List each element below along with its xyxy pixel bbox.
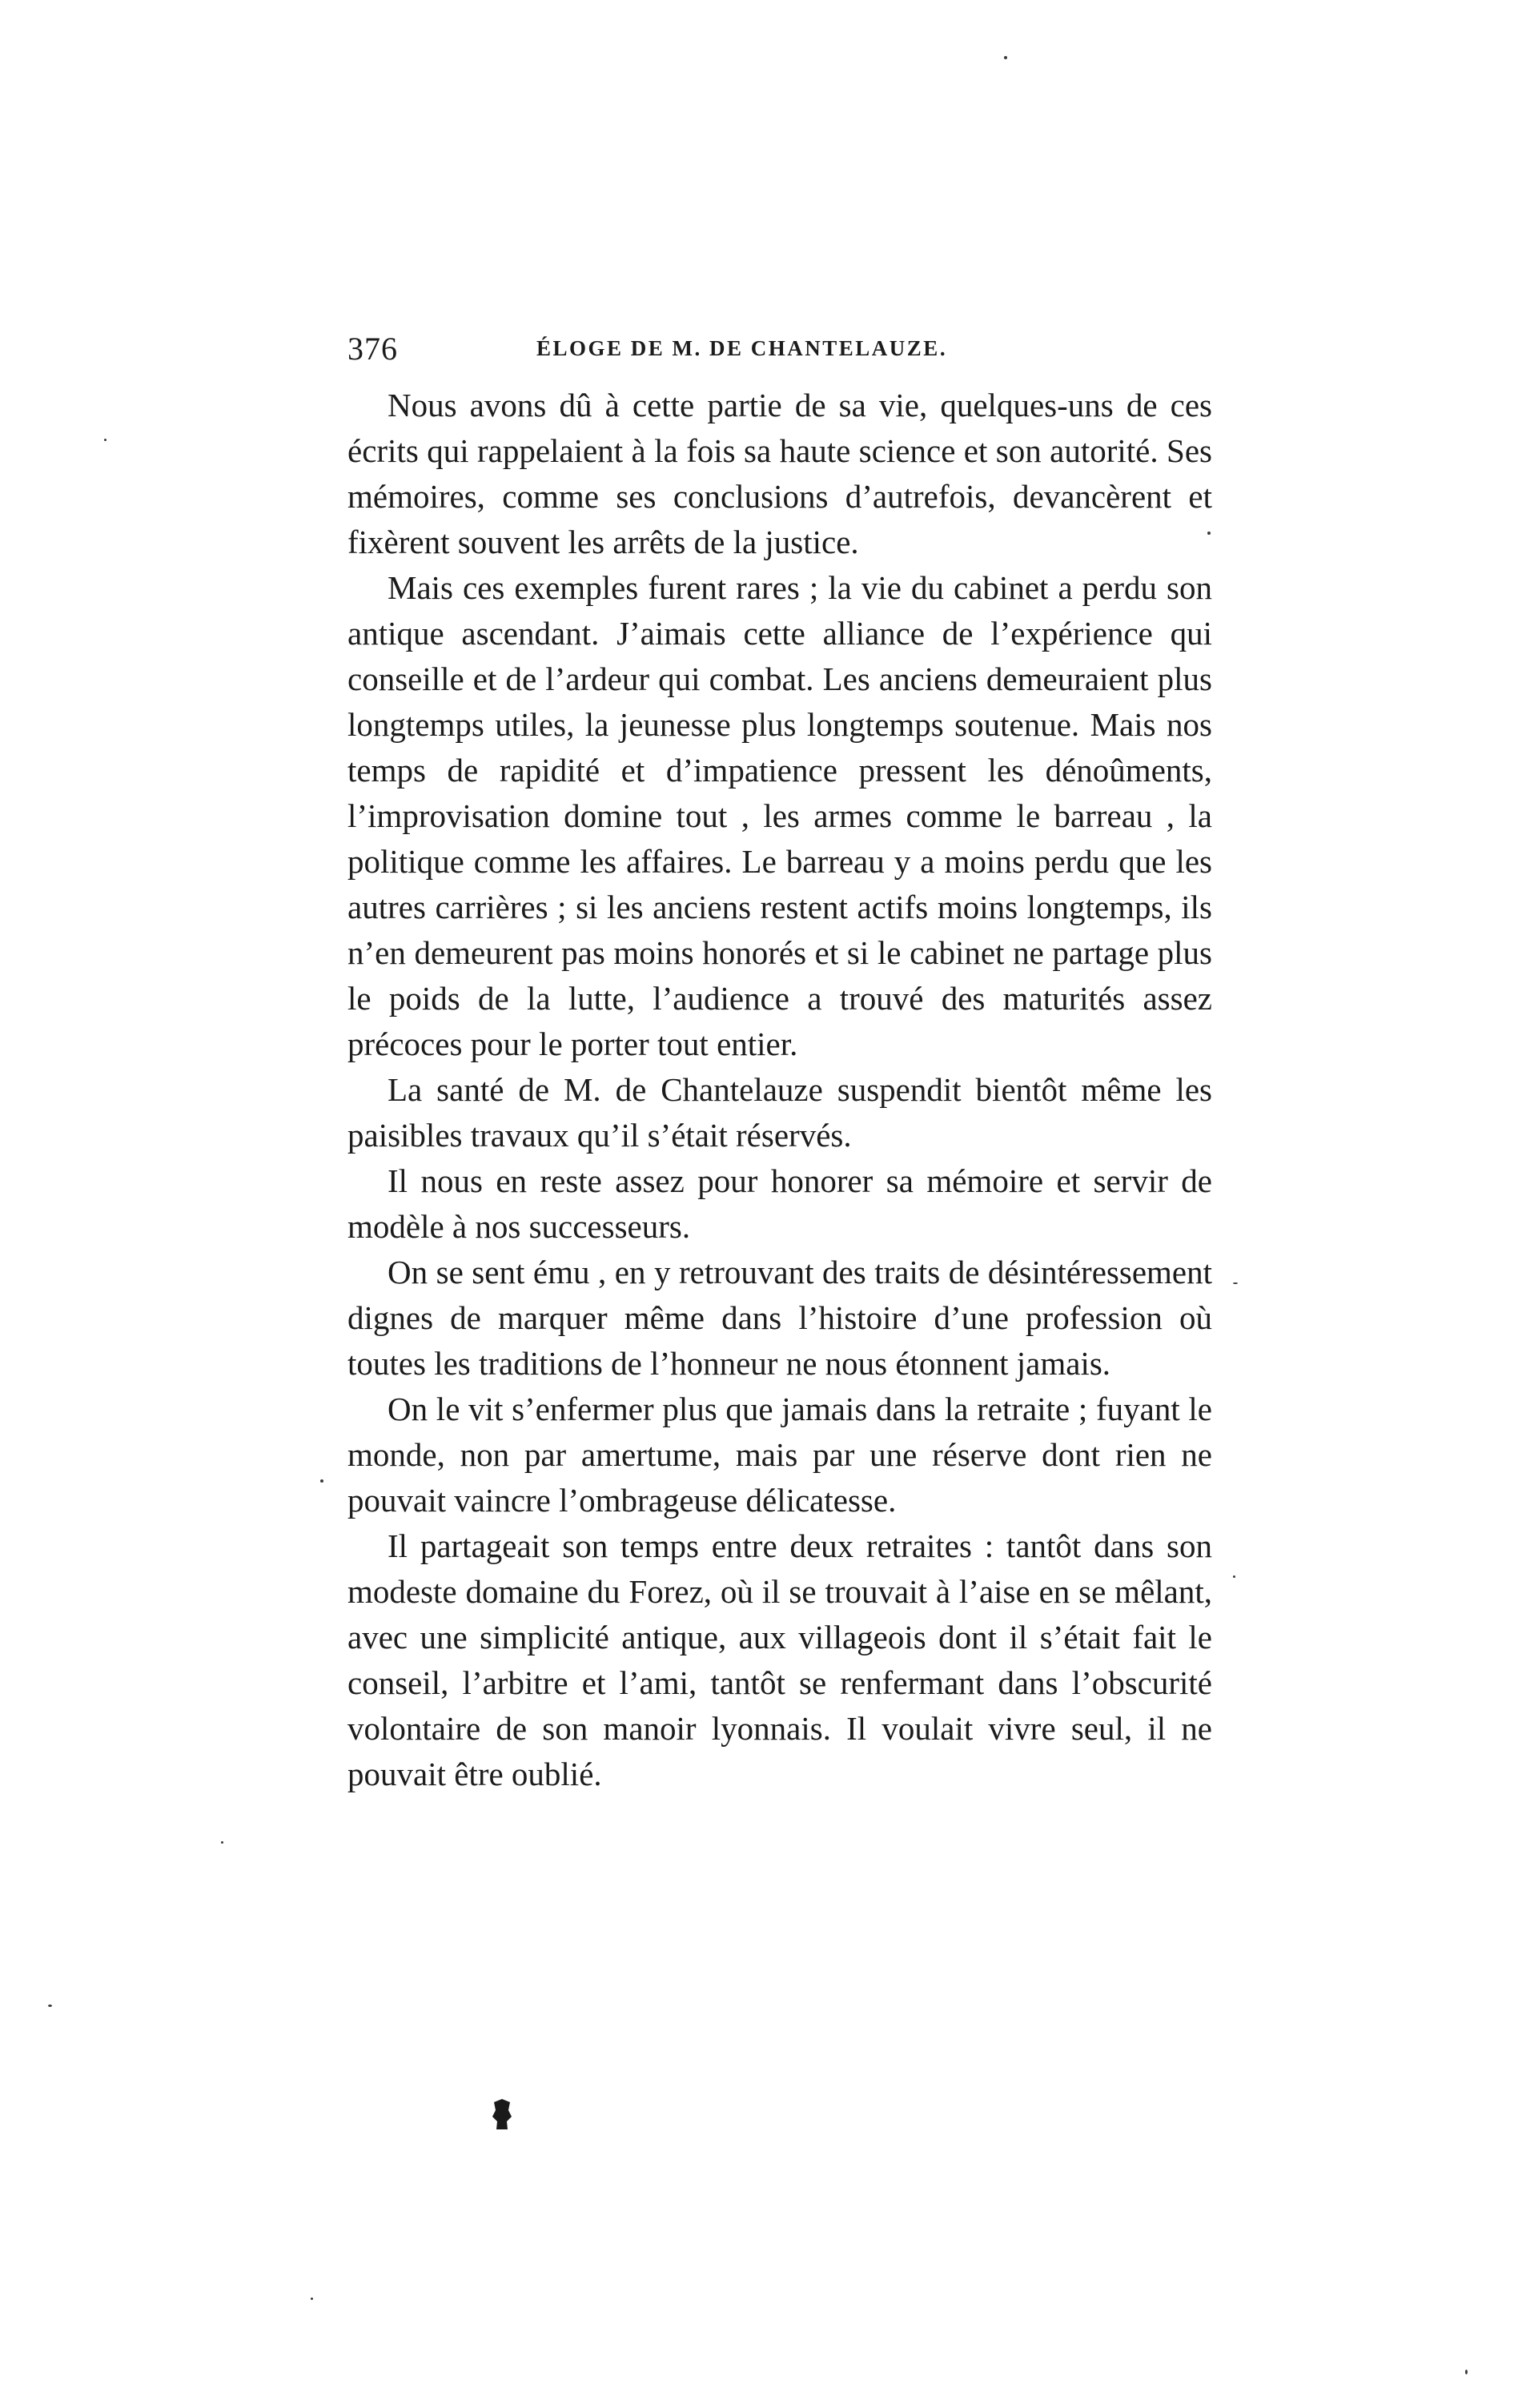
paragraph-1: Nous avons dû à cette partie de sa vie, quelques-uns de ces écrits qui rappelaient à la fois sa haute science et son autorité. Ses mémoires, comme ses conclusions d’autrefois, devancèrent et fixèrent souvent les arrêts de la justice. xyxy=(347,387,1212,560)
scan-speck xyxy=(48,2005,52,2007)
running-head: ÉLOGE DE M. DE CHANTELAUZE. xyxy=(536,336,948,360)
page-number: 376 xyxy=(347,331,398,367)
paragraph-2: Mais ces exemples furent rares ; la vie du cabinet a perdu son antique ascendant. J’aimais cette alliance de l’expérience qui conseille et de l’ardeur qui combat. Les anciens demeuraient plus longtemps utiles, la jeunesse plus longtemps soutenue. Mais nos temps de rapidité et d’impatience pressent les dénoûments, l’improvisation domine tout , les armes comme le barreau , la politique comme les affaires. Le barreau y a moins perdu que les autres carrières ; si les anciens restent actifs moins longtemps, ils n’en demeurent pas moins honorés et si le cabinet ne partage plus le poids de la lutte, l’audience a trouvé des maturités assez précoces pour le porter tout entier. xyxy=(347,569,1212,1062)
scan-speck xyxy=(1465,2370,1468,2374)
paragraph-5: On se sent ému , en y retrouvant des traits de désintéressement dignes de marquer même dans l’histoire d’une profession où toutes les traditions de l’honneur ne nous étonnent jamais. xyxy=(347,1254,1212,1382)
paragraph-7: Il partageait son temps entre deux retraites : tantôt dans son modeste domaine du Forez, où il se trouvait à l’aise en se mêlant, avec une simplicité antique, aux villageois dont il s’était fait le conseil, l’arbitre et l’ami, tantôt se renfermant dans l’obscurité volontaire de son manoir lyonnais. Il voulait vivre seul, il ne pouvait être oublié. xyxy=(347,1527,1212,1792)
scan-speck xyxy=(221,1841,223,1844)
body-text xyxy=(347,383,1212,1797)
printer-ornament-icon xyxy=(492,2099,512,2129)
page-header xyxy=(347,330,1212,378)
scan-speck xyxy=(1207,532,1211,535)
paragraph-3: La santé de M. de Chantelauze suspendit bientôt même les paisibles travaux qu’il s’était réservés. xyxy=(347,1071,1212,1154)
scan-speck xyxy=(320,1479,323,1483)
scan-speck xyxy=(104,439,106,441)
scan-speck xyxy=(311,2298,313,2300)
scan-speck xyxy=(1004,56,1007,59)
scan-speck xyxy=(1233,1282,1238,1284)
paragraph-4: Il nous en reste assez pour honorer sa mémoire et servir de modèle à nos successeurs. xyxy=(347,1162,1212,1245)
scan-speck xyxy=(1233,1575,1235,1578)
paragraph-6: On le vit s’enfermer plus que jamais dans la retraite ; fuyant le monde, non par amertume, mais par une réserve dont rien ne pouvait vaincre l’ombrageuse délicatesse. xyxy=(347,1391,1212,1519)
